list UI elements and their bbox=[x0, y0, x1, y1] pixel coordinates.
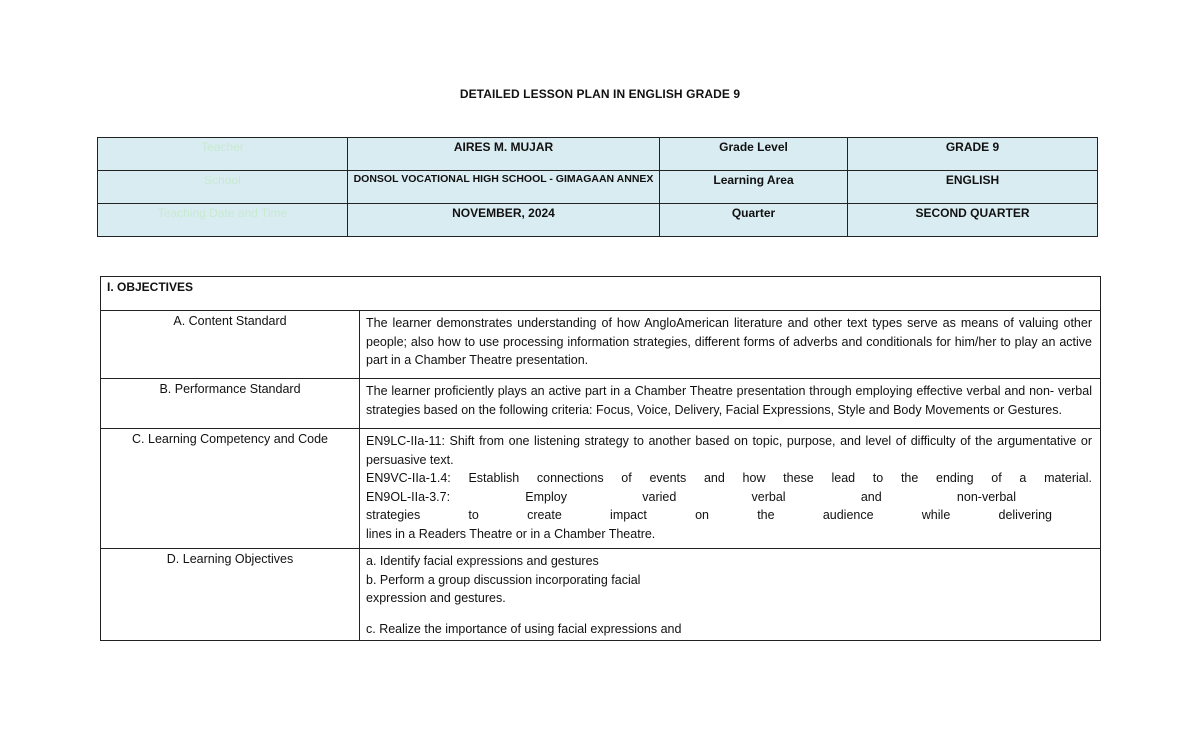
quarter-value: SECOND QUARTER bbox=[848, 204, 1098, 237]
objective-b-line-2: expression and gestures. bbox=[366, 591, 506, 605]
performance-standard-label: B. Performance Standard bbox=[101, 379, 360, 429]
objectives-heading: I. OBJECTIVES bbox=[101, 277, 1101, 311]
competency-line-3: EN9OL-IIa-3.7: Employ varied verbal and non-verbal bbox=[366, 489, 1016, 504]
grade-level-value: GRADE 9 bbox=[848, 138, 1098, 171]
lesson-info-table bbox=[97, 137, 1098, 237]
info-row bbox=[98, 138, 1098, 171]
objective-a: a. Identify facial expressions and gestures bbox=[366, 554, 599, 568]
content-standard-row bbox=[101, 311, 1101, 379]
objectives-heading-row bbox=[101, 277, 1101, 311]
competency-row bbox=[101, 429, 1101, 549]
quarter-label: Quarter bbox=[660, 204, 848, 237]
competency-cell bbox=[360, 429, 1101, 549]
objective-b-line-1: b. Perform a group discussion incorporating facial bbox=[366, 572, 641, 587]
school-label: School bbox=[98, 171, 348, 204]
learning-objectives-label: D. Learning Objectives bbox=[101, 549, 360, 641]
performance-standard-row bbox=[101, 379, 1101, 429]
objectives-table bbox=[100, 276, 1101, 641]
learning-area-label: Learning Area bbox=[660, 171, 848, 204]
teacher-value: AIRES M. MUJAR bbox=[348, 138, 660, 171]
info-row bbox=[98, 204, 1098, 237]
competency-label: C. Learning Competency and Code bbox=[101, 429, 360, 549]
document-title: DETAILED LESSON PLAN IN ENGLISH GRADE 9 bbox=[459, 87, 741, 101]
school-value: DONSOL VOCATIONAL HIGH SCHOOL - GIMAGAAN ANNEX bbox=[348, 171, 660, 204]
grade-level-label: Grade Level bbox=[660, 138, 848, 171]
learning-objectives-cell bbox=[360, 549, 1101, 641]
teaching-date-value: NOVEMBER, 2024 bbox=[348, 204, 660, 237]
competency-line-1: EN9LC-IIa-11: Shift from one listening strategy to another based on topic, purpose, and level of difficulty of the argumentative or persuasive text. bbox=[366, 434, 1092, 467]
content-standard-text: The learner demonstrates understanding of how AngloAmerican literature and other text types serve as means of valuing other people; also how to use processing information strategies, different forms of adverbs and conditionals for him/her to play an active part in a Chamber Theatre presentation. bbox=[360, 311, 1101, 379]
competency-line-2: EN9VC-IIa-1.4: Establish connections of events and how these lead to the ending of a material. bbox=[366, 471, 1092, 485]
competency-line-5: lines in a Readers Theatre or in a Chamber Theatre. bbox=[366, 526, 656, 541]
content-standard-label: A. Content Standard bbox=[101, 311, 360, 379]
objective-c: c. Realize the importance of using facial expressions and bbox=[366, 621, 682, 636]
learning-objectives-row bbox=[101, 549, 1101, 641]
teacher-label: Teacher bbox=[98, 138, 348, 171]
competency-line-4: strategies to create impact on the audience while delivering bbox=[366, 508, 1052, 522]
performance-standard-text: The learner proficiently plays an active part in a Chamber Theatre presentation through employing effective verbal and non- verbal strategies based on the following criteria: Focus, Voice, Delivery, Facial Expressions, Style and Body Movements or Gestures. bbox=[360, 379, 1101, 429]
learning-area-value: ENGLISH bbox=[848, 171, 1098, 204]
teaching-date-label: Teaching Date and Time bbox=[98, 204, 348, 237]
info-row bbox=[98, 171, 1098, 204]
